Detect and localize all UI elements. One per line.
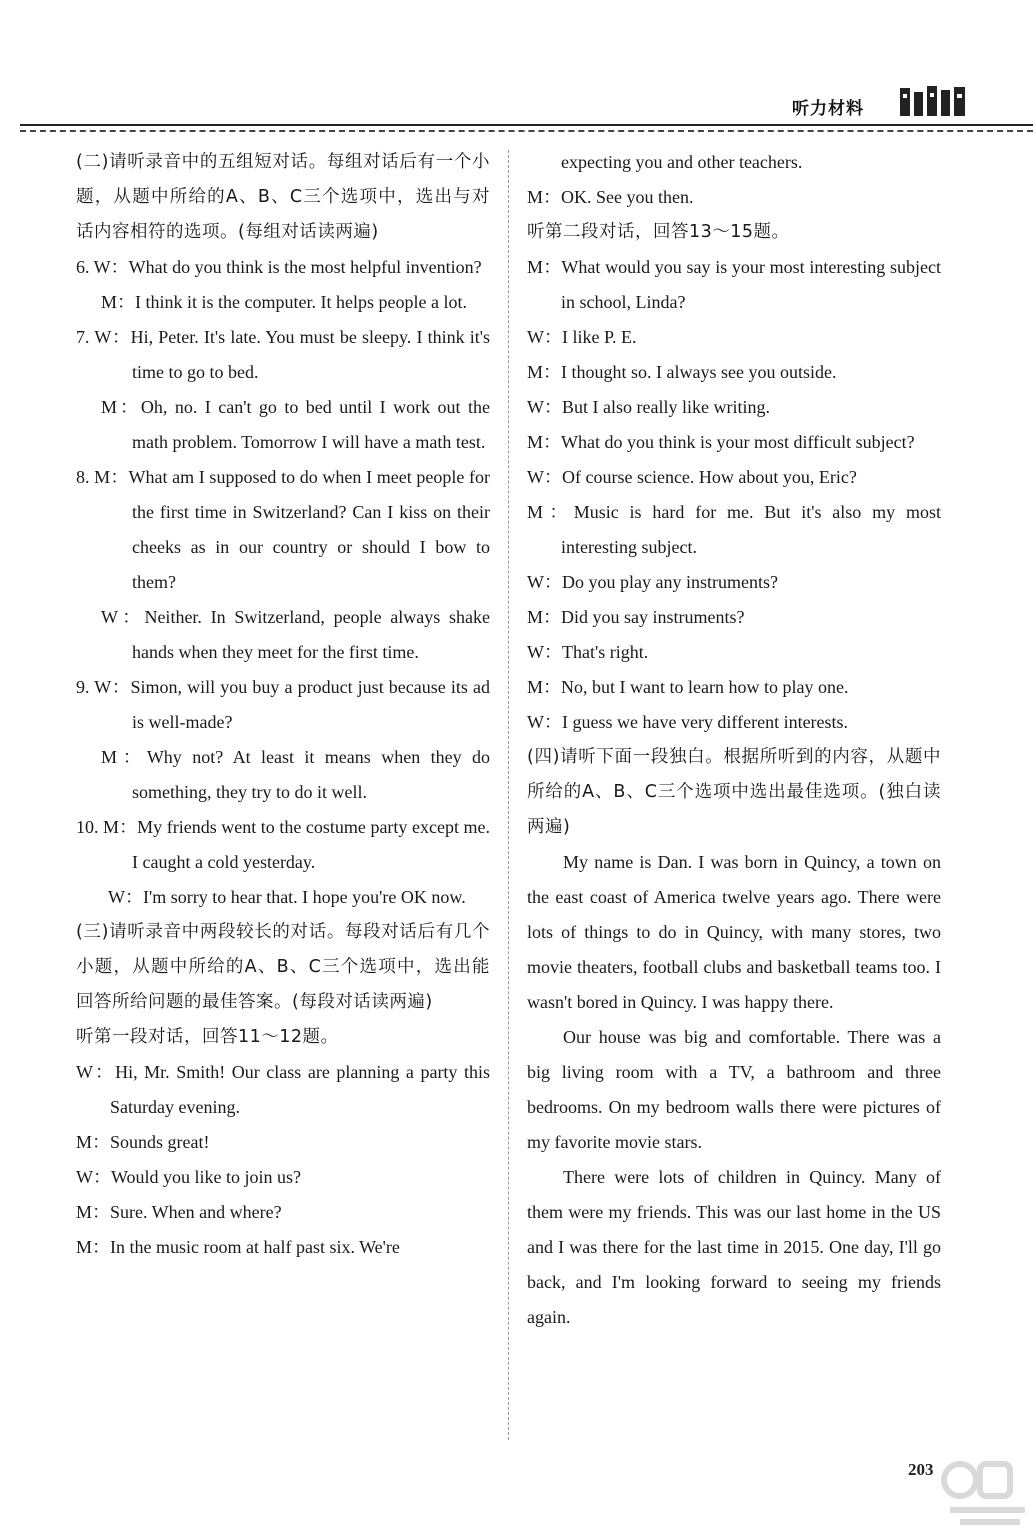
book-logo-icon (898, 84, 968, 120)
page-header (0, 0, 1033, 130)
left-column-paragraph: 7. W：Hi, Peter. It's late. You must be sleepy. I think it's time to go to bed. (76, 327, 490, 382)
left-column-paragraph: (二)请听录音中的五组短对话。每组对话后有一个小题，从题中所给的A、B、C三个选项中，选出与对话内容相符的选项。(每组对话读两遍) (76, 152, 490, 242)
right-column-paragraph: 听第二段对话，回答13～15题。 (527, 222, 790, 242)
left-column-paragraph: W：Would you like to join us? (76, 1167, 302, 1187)
left-column-paragraph: W：Hi, Mr. Smith! Our class are planning a party this Saturday evening. (76, 1062, 490, 1117)
right-column-paragraph: W：But I also really like writing. (527, 397, 770, 417)
column-divider (508, 150, 509, 1440)
right-column-paragraph: M：No, but I want to learn how to play one. (527, 677, 849, 697)
right-column-paragraph: Our house was big and comfortable. There was a big living room with a TV, a bathroom and three bedrooms. On my bedroom walls there were pictures of my favorite movie stars. (527, 1027, 941, 1152)
right-column-paragraph: There were lots of children in Quincy. Many of them were my friends. This was our last home in the US and I was there for the last time in 2015. One day, I'll go back, and I'm looking forward to seeing my friends again. (527, 1167, 941, 1327)
right-column-paragraph: W：Of course science. How about you, Eric? (527, 467, 857, 487)
section-title: 听力材料 (792, 99, 864, 119)
right-column-paragraph: (四)请听下面一段独白。根据所听到的内容，从题中所给的A、B、C三个选项中选出最佳选项。(独白读两遍) (527, 747, 941, 837)
right-column-paragraph: expecting you and other teachers. (561, 152, 803, 172)
page-number: 203 (908, 1460, 934, 1479)
right-column-paragraph: W：Do you play any instruments? (527, 572, 778, 592)
watermark-logo-icon (940, 1440, 1033, 1536)
left-column-paragraph: M：Sure. When and where? (76, 1202, 282, 1222)
right-column-paragraph: W：That's right. (527, 642, 649, 662)
left-column-paragraph: M：In the music room at half past six. We're (76, 1237, 400, 1257)
left-column-paragraph: 10. M：My friends went to the costume party except me. I caught a cold yesterday. (76, 817, 490, 872)
left-column-paragraph: M：Why not? At least it means when they do something, they try to do it well. (101, 747, 490, 802)
left-column-paragraph: M：Oh, no. I can't go to bed until I work out the math problem. Tomorrow I will have a math test. (101, 397, 490, 452)
right-column-paragraph: M：OK. See you then. (527, 187, 694, 207)
right-column-paragraph: M：Did you say instruments? (527, 607, 745, 627)
right-column (527, 145, 941, 1335)
left-column-paragraph: M：I think it is the computer. It helps people a lot. (101, 292, 467, 312)
left-column-paragraph: M：Sounds great! (76, 1132, 210, 1152)
left-column-paragraph: (三)请听录音中两段较长的对话。每段对话后有几个小题，从题中所给的A、B、C三个选项中，选出能回答所给问题的最佳答案。(每段对话读两遍) (76, 922, 490, 1012)
left-column-paragraph: W：Neither. In Switzerland, people always shake hands when they meet for the first time. (101, 607, 490, 662)
right-column-paragraph: My name is Dan. I was born in Quincy, a town on the east coast of America twelve years ago. There were lots of things to do in Quincy, with many stores, two movie theaters, football clubs and basketball teams too. I wasn't bored in Quincy. I was happy there. (527, 852, 941, 1012)
right-column-paragraph: W：I like P. E. (527, 327, 637, 347)
left-column-paragraph: W：I'm sorry to hear that. I hope you're OK now. (108, 887, 466, 907)
left-column-paragraph: 6. W：What do you think is the most helpful invention? (76, 257, 482, 277)
right-column-paragraph: W：I guess we have very different interests. (527, 712, 849, 732)
left-column (76, 145, 490, 1265)
left-column-paragraph: 9. W：Simon, will you buy a product just because its ad is well-made? (76, 677, 490, 732)
right-column-paragraph: M：What do you think is your most difficult subject? (527, 432, 915, 452)
left-column-paragraph: 8. M：What am I supposed to do when I meet people for the first time in Switzerland? Can I kiss on their cheeks as in our country or should I bow to them? (76, 467, 490, 592)
right-column-paragraph: M：I thought so. I always see you outside. (527, 362, 837, 382)
right-column-paragraph: M：Music is hard for me. But it's also my most interesting subject. (527, 502, 941, 557)
left-column-paragraph: 听第一段对话，回答11～12题。 (76, 1027, 339, 1047)
header-dashed-rule (20, 130, 1033, 132)
right-column-paragraph: M：What would you say is your most interesting subject in school, Linda? (527, 257, 941, 312)
header-rule (20, 124, 1033, 126)
